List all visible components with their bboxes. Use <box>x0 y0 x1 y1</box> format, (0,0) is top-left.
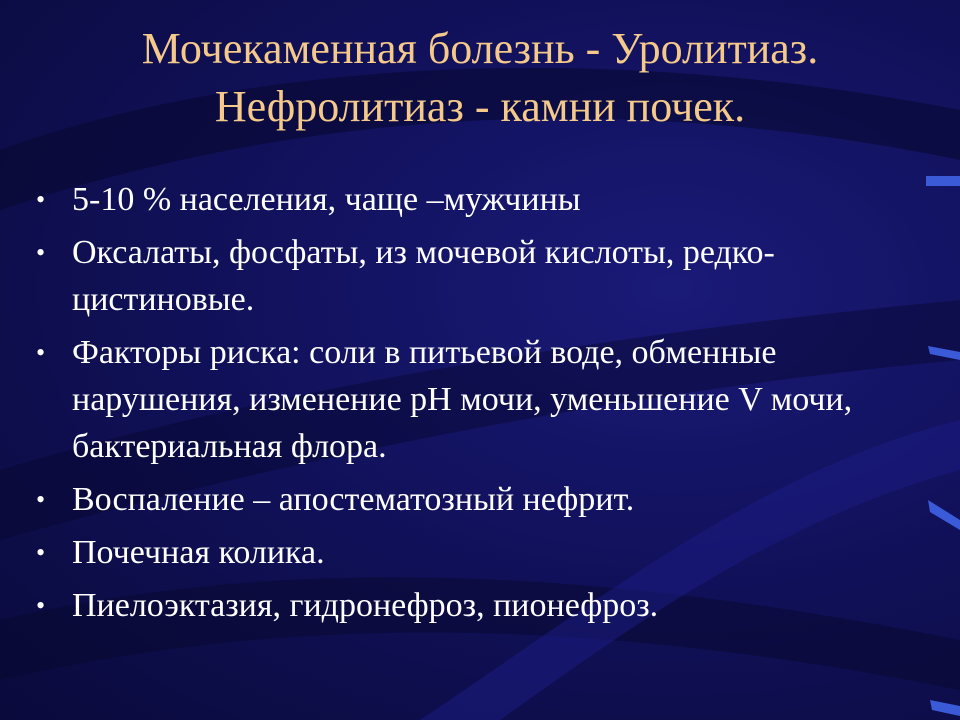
bullet-item <box>36 329 916 470</box>
bullet-marker: • <box>36 485 46 514</box>
bullet-marker: • <box>36 185 46 214</box>
bullet-marker: • <box>36 591 46 620</box>
bullet-item <box>36 582 916 629</box>
bullet-text: Пиелоэктазия, гидронефроз, пионефроз. <box>72 587 659 624</box>
bullet-text: Воспаление – апостематозный нефрит. <box>72 481 635 518</box>
bullet-text: Почечная колика. <box>72 534 325 571</box>
title-line-2: Нефролитиаз - камни почек. <box>214 82 746 131</box>
title-line-1: Мочекаменная болезнь - Уролитиаз. <box>141 24 819 73</box>
accent-stripe <box>930 700 960 716</box>
bullet-list <box>36 176 916 635</box>
bullet-marker: • <box>36 338 46 367</box>
slide-title <box>0 20 960 136</box>
bullet-item <box>36 229 916 323</box>
bullet-text: 5-10 % населения, чаще –мужчины <box>72 181 581 218</box>
bullet-marker: • <box>36 238 46 267</box>
accent-stripe <box>926 176 960 186</box>
accent-stripe <box>928 500 960 530</box>
bullet-item <box>36 476 916 523</box>
bullet-marker: • <box>36 538 46 567</box>
bullet-item <box>36 529 916 576</box>
bullet-item <box>36 176 916 223</box>
bullet-text: Факторы риска: соли в питьевой воде, обменные нарушения, изменение pH мочи, уменьшение V мочи, бактериальная флора. <box>72 334 853 465</box>
bullet-text: Оксалаты, фосфаты, из мочевой кислоты, редко- цистиновые. <box>72 234 775 318</box>
